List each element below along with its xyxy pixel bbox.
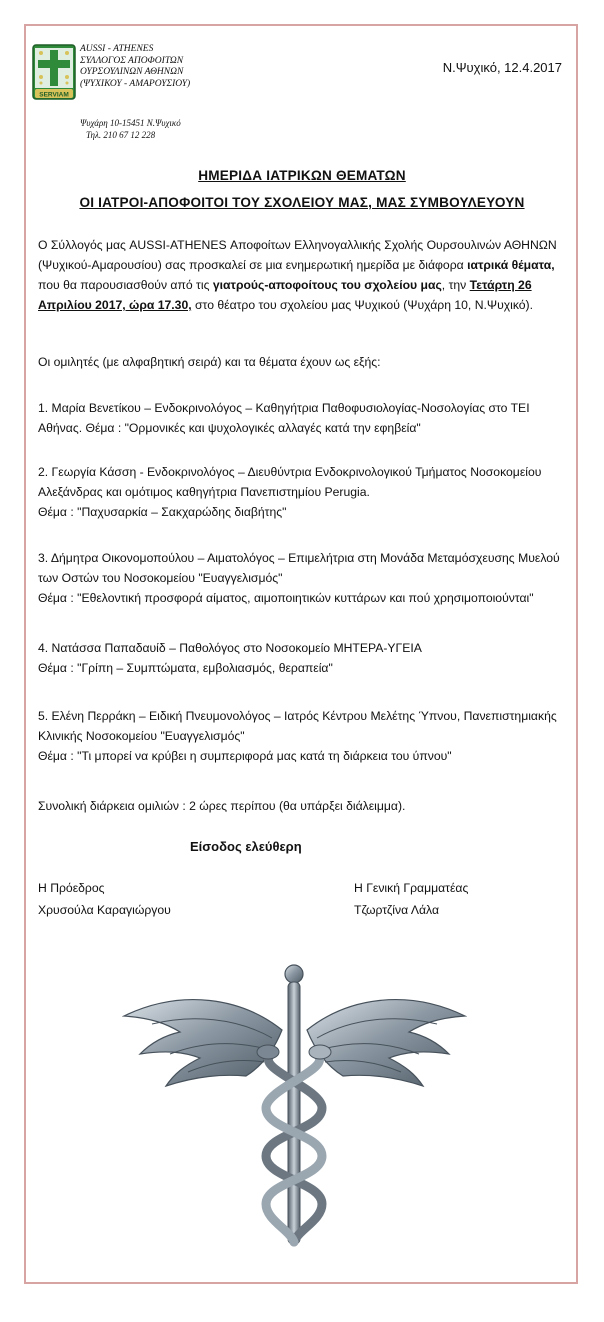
event-title: ΗΜΕΡΙΔΑ ΙΑΤΡΙΚΩΝ ΘΕΜΑΤΩΝ <box>198 168 406 183</box>
org-line: ΣΥΛΛΟΓΟΣ ΑΠΟΦΟΙΤΩΝ <box>80 55 184 66</box>
signature-right <box>354 877 468 921</box>
free-entry-note: Είσοδος ελεύθερη <box>190 839 302 854</box>
speaker-line: Θέμα : "Τι μπορεί να κρύβει η συμπεριφορά μας κατά τη διάρκεια του ύπνου" <box>38 749 452 763</box>
invitation-paragraph <box>38 235 568 315</box>
speaker-line: Αλεξάνδρας και ομότιμος καθηγήτρια Πανεπιστημίου Perugia. <box>38 485 370 499</box>
speaker-line: 5. Ελένη Περράκη – Ειδική Πνευμονολόγος – Ιατρός Κέντρου Μελέτης Ύπνου, Πανεπιστημιακής <box>38 709 557 723</box>
duration-note: Συνολική διάρκεια ομιλιών : 2 ώρες περίπου (θα υπάρξει διάλειμμα). <box>38 799 406 813</box>
caduceus-icon <box>122 958 467 1248</box>
organization-header <box>32 44 212 154</box>
event-subtitle: ΟΙ ΙΑΤΡΟΙ-ΑΠΟΦΟΙΤΟΙ ΤΟΥ ΣΧΟΛΕΙΟΥ ΜΑΣ, ΜΑΣ ΣΥΜΒΟΥΛΕΥΟΥΝ <box>79 195 525 210</box>
speakers-intro: Οι ομιλητές (με αλφαβητική σειρά) και τα θέματα έχουν ως εξής: <box>38 355 381 369</box>
org-line: AUSSI - ATHENES <box>80 44 154 54</box>
speaker-line: 2. Γεωργία Κάσση - Ενδοκρινολόγος – Διευθύντρια Ενδοκρινολογικού Τμήματος Νοσοκομείου <box>38 465 542 479</box>
speaker-line: Θέμα : "Εθελοντική προσφορά αίματος, αιμοποιητικών κυττάρων και πού χρησιμοποιούνται" <box>38 591 534 605</box>
signature-role: Η Γενική Γραμματέας <box>354 881 469 895</box>
signature-role: Η Πρόεδρος <box>38 881 105 895</box>
signature-name: Τζωρτζίνα Λάλα <box>354 903 439 917</box>
speaker-entry <box>38 706 568 766</box>
signature-name: Χρυσούλα Καραγιώργου <box>38 903 171 917</box>
org-line: (ΨΥΧΙΚΟΥ - ΑΜΑΡΟΥΣΙΟΥ) <box>80 78 191 89</box>
organization-name <box>80 44 190 90</box>
speaker-entry <box>38 398 568 438</box>
speaker-line: των Οστών του Νοσοκομείου "Ευαγγελισμός" <box>38 571 283 585</box>
signature-left <box>38 877 171 921</box>
intro-line: Ο Σύλλογός μας AUSSI-ATHENES Αποφοίτων Ελληνογαλλικής Σχολής Ουρσουλινών ΑΘΗΝΩΝ <box>38 238 557 252</box>
org-address: Ψυχάρη 10-15451 Ν.Ψυχικό <box>80 118 181 128</box>
organization-contact <box>80 118 181 141</box>
speaker-line: 1. Μαρία Βενετίκου – Ενδοκρινολόγος – Καθηγήτρια Παθοφυσιολογίας-Νοσολογίας στο ΤΕΙ <box>38 401 530 415</box>
document-date: Ν.Ψυχικό, 12.4.2017 <box>442 60 562 75</box>
org-line: ΟΥΡΣΟΥΛΙΝΩΝ ΑΘΗΝΩΝ <box>80 67 184 77</box>
speaker-line: 3. Δήμητρα Οικονομοπούλου – Αιματολόγος – Επιμελήτρια στη Μονάδα Μεταμόσχευσης Μυελού <box>38 551 560 565</box>
speaker-entry <box>38 548 568 608</box>
logo-motto: SERVIAM <box>39 91 69 99</box>
speaker-entry <box>38 462 568 522</box>
speaker-line: Αθήνας. Θέμα : "Ορμονικές και ψυχολογικές αλλαγές κατά την εφηβεία" <box>38 421 421 435</box>
org-phone: Τηλ. 210 67 12 228 <box>86 129 156 140</box>
intro-line: (Ψυχικού-Αμαρουσίου) σας προσκαλεί σε μια ενημερωτική ημερίδα με διάφορα ιατρικά θέματα, <box>38 258 555 272</box>
school-crest-icon <box>32 44 76 100</box>
intro-line: Απριλίου 2017, ώρα 17.30, στο θέατρο του σχολείου μας Ψυχικού (Ψυχάρη 10, Ν.Ψυχικό). <box>38 298 534 312</box>
speaker-entry <box>38 638 568 678</box>
speaker-line: Κλινικής Νοσοκομείου "Ευαγγελισμός" <box>38 729 245 743</box>
speaker-line: 4. Νατάσσα Παπαδαυίδ – Παθολόγος στο Νοσοκομείο ΜΗΤΕΡΑ-ΥΓΕΙΑ <box>38 641 422 655</box>
intro-line: που θα παρουσιασθούν από τις γιατρούς-αποφοίτους του σχολείου μας, την Τετάρτη 26 <box>38 278 532 292</box>
speaker-line: Θέμα : "Γρίπη – Συμπτώματα, εμβολιασμός, θεραπεία" <box>38 661 333 675</box>
speaker-line: Θέμα : "Παχυσαρκία – Σακχαρώδης διαβήτης" <box>38 505 287 519</box>
